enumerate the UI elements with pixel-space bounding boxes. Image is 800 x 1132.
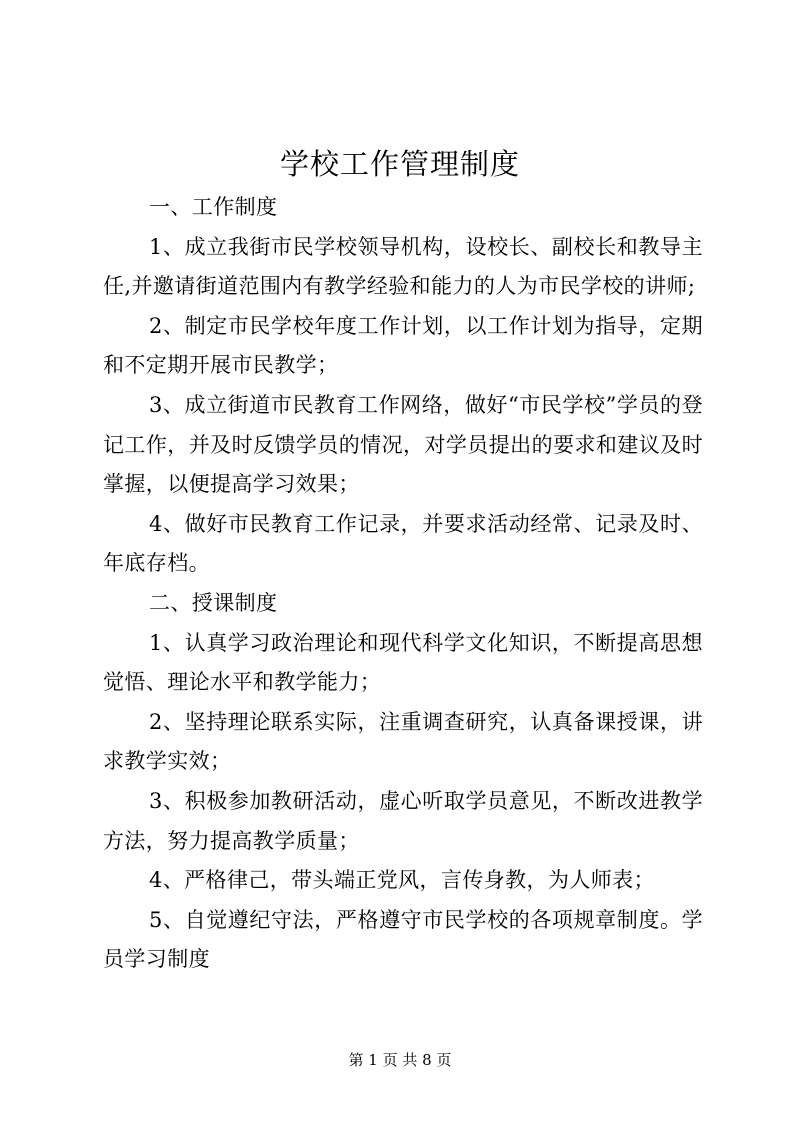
paragraph-work-rule-1: 1、成立我街市民学校领导机构，设校长、副校长和教导主任,并邀请街道范围内有教学经验和能力的人为市民学校的讲师; xyxy=(103,234,703,299)
page-title: 学校工作管理制度 xyxy=(279,147,520,181)
section-heading-teaching-rules: 二、授课制度 xyxy=(149,590,278,615)
paragraph-work-rule-4: 4、做好市民教育工作记录，并要求活动经常、记录及时、年底存档。 xyxy=(103,511,703,576)
paragraph-teaching-rule-4: 4、严格律己，带头端正党风，言传身教，为人师表； xyxy=(149,868,655,893)
paragraph-work-rule-2: 2、制定市民学校年度工作计划，以工作计划为指导，定期和不定期开展市民教学； xyxy=(103,313,703,378)
paragraph-teaching-rule-3: 3、积极参加教研活动，虚心听取学员意见，不断改进教学方法，努力提高教学质量； xyxy=(103,788,703,853)
page-footer: 第 1 页 共 8 页 xyxy=(348,1051,452,1069)
paragraph-teaching-rule-1: 1、认真学习政治理论和现代科学文化知识，不断提高思想觉悟、理论水平和教学能力； xyxy=(103,630,703,695)
paragraph-teaching-rule-2: 2、坚持理论联系实际，注重调查研究，认真备课授课，讲求教学实效； xyxy=(103,709,703,774)
paragraph-teaching-rule-5: 5、自觉遵纪守法，严格遵守市民学校的各项规章制度。学员学习制度 xyxy=(103,907,703,972)
section-heading-work-rules: 一、工作制度 xyxy=(149,195,278,219)
document-body xyxy=(103,188,703,980)
paragraph-work-rule-3: 3、成立街道市民教育工作网络，做好“市民学校”学员的登记工作，并及时反馈学员的情况，对学员提出的要求和建议及时掌握，以便提高学习效果； xyxy=(103,392,703,497)
